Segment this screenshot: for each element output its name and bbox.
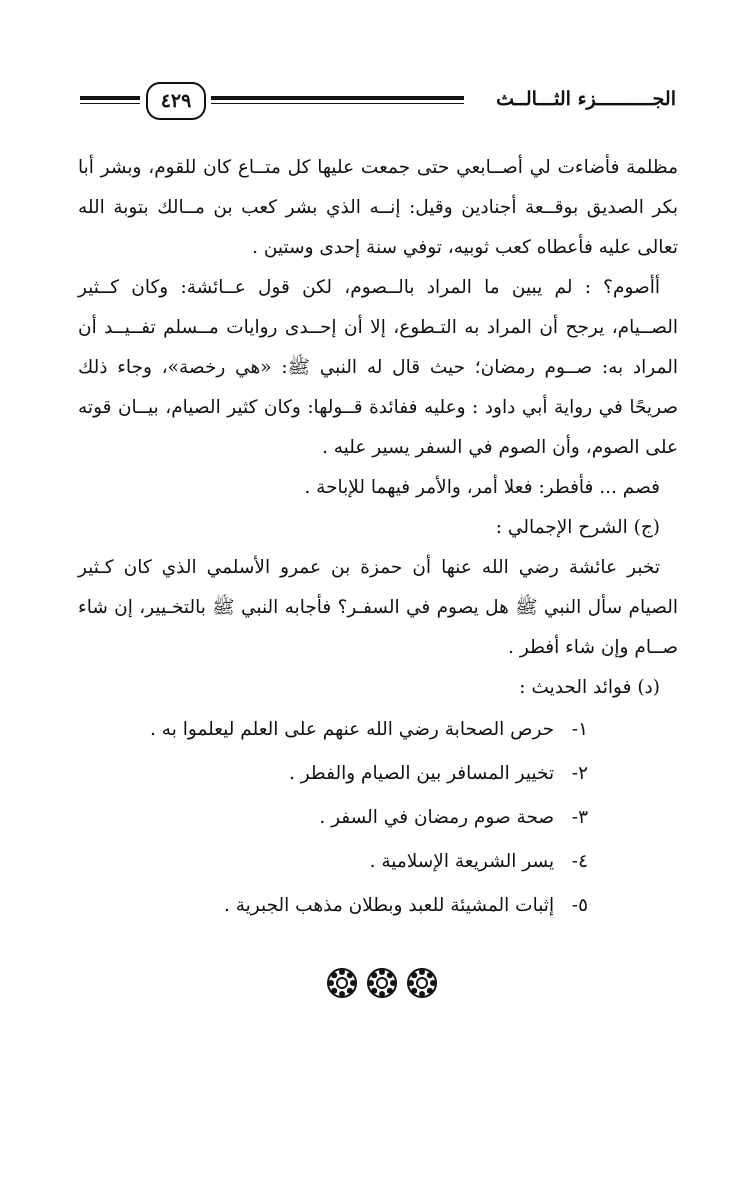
paragraph-summary: تخبر عائشة رضي الله عنها أن حمزة بن عمرو الأسلمي الذي كان كـثير الصيام سأل النبي ﷺ هل يصوم في السفـر؟ فأجابه النبي ﷺ بالتخـيير، إن شاء صــام وإن شاء أفطر . bbox=[78, 557, 678, 658]
header-title: الجــــــــــزء الثـــالــث bbox=[496, 88, 676, 110]
flower-ornament-icon bbox=[405, 966, 439, 1000]
list-item-number: ٢- bbox=[571, 763, 588, 784]
list-item bbox=[78, 752, 678, 796]
running-header bbox=[80, 82, 676, 128]
paragraph-explanation: أأصوم؟ : لم يبين ما المراد بالــصوم، لكن قول عــائشة: وكان كــثير الصــيام، يرجح أن المراد به التـطوع، إلا أن إحــدى روايات مــسلم تفــيــد أن المراد به: صــوم رمضان؛ حيث قال له النبي ﷺ: «هي رخصة»، وجاء ذلك صريحًا في رواية أبي داود : وعليه ففائدة قــولها: وكان كثير الصيام، بيــان قوته على الصوم، وأن الصوم في السفر يسير عليه . bbox=[78, 277, 678, 458]
header-rule-right bbox=[211, 96, 464, 100]
list-item-number: ٤- bbox=[571, 851, 588, 872]
list-item-text: صحة صوم رمضان في السفر . bbox=[319, 807, 555, 828]
list-item-number: ٣- bbox=[571, 807, 588, 828]
list-item bbox=[78, 840, 678, 884]
benefits-heading: (د) فوائد الحديث : bbox=[519, 677, 660, 698]
page-number: ٤٢٩ bbox=[146, 82, 206, 120]
list-item-text: حرص الصحابة رضي الله عنهم على العلم ليعلموا به . bbox=[150, 719, 555, 740]
list-item-text: إثبات المشيئة للعبد وبطلان مذهب الجبرية . bbox=[223, 895, 555, 916]
paragraph-intro: مظلمة فأضاءت لي أصــابعي حتى جمعت عليها كل متــاع كان للقوم، وبشر أبا بكر الصديق بوقــعة أجنادين وقيل: إنــه الذي بشر كعب بن مــالك بتوبة الله تعالى عليه فأعطاه كعب ثوبيه، توفي سنة إحدى وستين . bbox=[78, 157, 678, 258]
flower-ornament-icon bbox=[365, 966, 399, 1000]
list-item-number: ١- bbox=[571, 719, 588, 740]
paragraph-fast-break: فصم ... فأفطر: فعلا أمر، والأمر فيهما للإباحة . bbox=[304, 477, 660, 498]
page-content bbox=[78, 148, 678, 928]
list-item-text: يسر الشريعة الإسلامية . bbox=[369, 851, 555, 872]
header-rule-left-thin bbox=[80, 103, 140, 104]
section-heading: (ج) الشرح الإجمالي : bbox=[495, 517, 660, 538]
header-rule-right-thin bbox=[211, 103, 464, 104]
flower-ornament-icon bbox=[325, 966, 359, 1000]
list-item bbox=[78, 708, 678, 752]
list-item-text: تخيير المسافر بين الصيام والفطر . bbox=[288, 763, 555, 784]
list-item bbox=[78, 884, 678, 928]
header-rule-left bbox=[80, 96, 140, 100]
benefits-list bbox=[78, 708, 678, 928]
section-end-ornament bbox=[325, 966, 439, 1000]
list-item-number: ٥- bbox=[571, 895, 588, 916]
list-item bbox=[78, 796, 678, 840]
